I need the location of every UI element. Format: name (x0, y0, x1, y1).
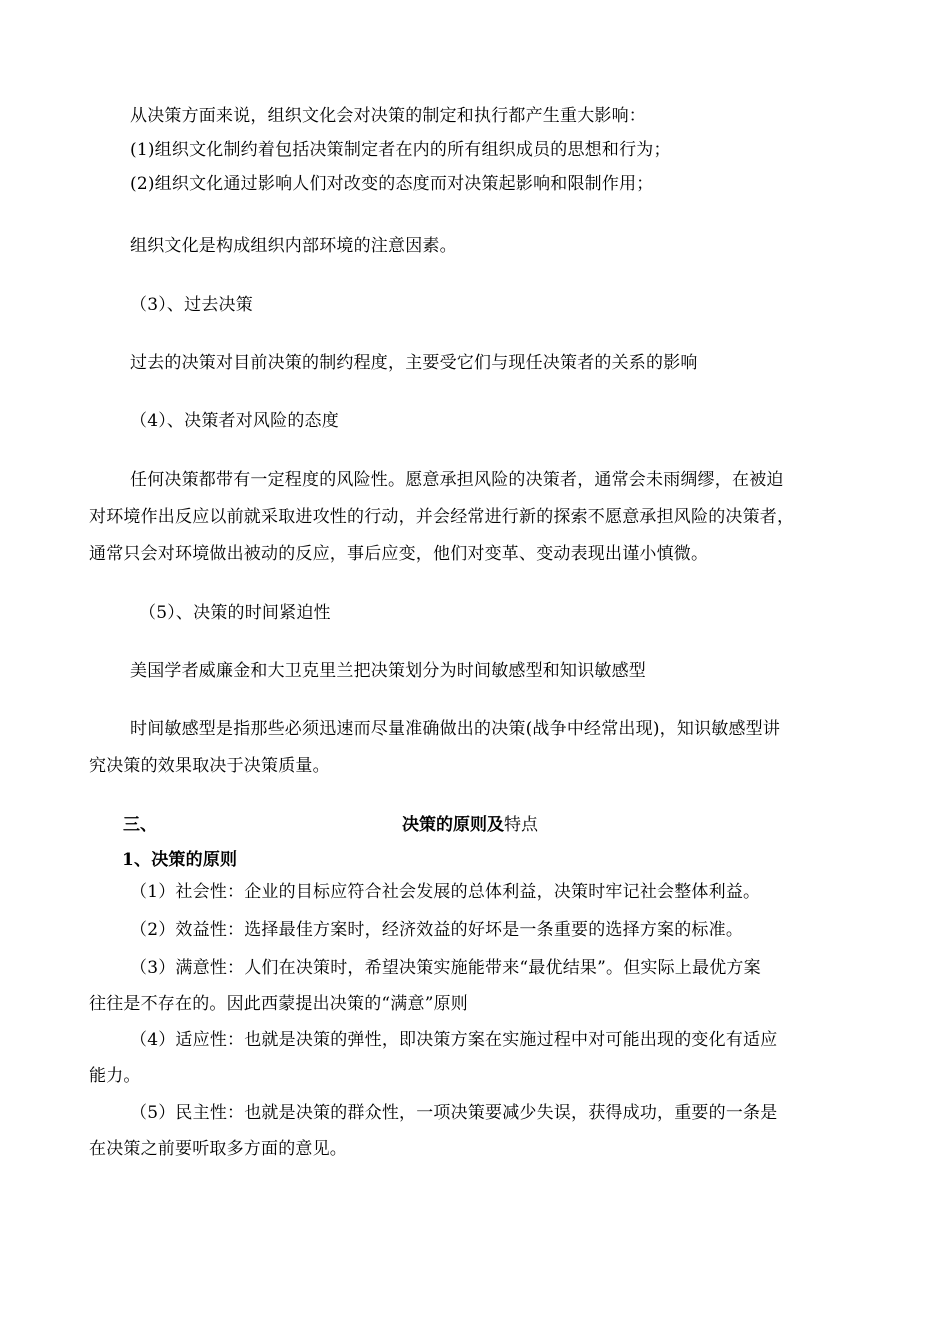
paragraph-risk-line-1: 任何决策都带有一定程度的风险性。愿意承担风险的决策者，通常会未雨绸缪，在被迫 (130, 470, 784, 490)
principle-item-democracy-line-1: （5）民主性：也就是决策的群众性，一项决策要减少失误，获得成功，重要的一条是 (130, 1103, 778, 1123)
paragraph-culture-point-1: (1)组织文化制约着包括决策制定者在内的所有组织成员的思想和行为； (130, 140, 671, 160)
principle-item-social: （1）社会性：企业的目标应符合社会发展的总体利益，决策时牢记社会整体利益。 (130, 882, 761, 902)
principle-item-adaptability-line-2: 能力。 (89, 1066, 141, 1086)
principle-item-benefit: （2）效益性：选择最佳方案时，经济效益的好坏是一条重要的选择方案的标准。 (130, 920, 744, 940)
principle-item-satisfaction-line-1: （3）满意性：人们在决策时，希望决策实施能带来“最优结果”。但实际上最优方案 (130, 958, 761, 978)
section-title-normal: 特点 (504, 815, 538, 835)
principle-item-democracy-line-2: 在决策之前要听取多方面的意见。 (89, 1139, 347, 1159)
paragraph-time-types: 美国学者威廉金和大卫克里兰把决策划分为时间敏感型和知识敏感型 (130, 661, 646, 681)
section-title-bold: 决策的原则及 (402, 815, 504, 835)
paragraph-risk-line-3: 通常只会对环境做出被动的反应，事后应变，他们对变革、变动表现出谨小慎微。 (89, 544, 709, 564)
paragraph-time-sensitive-line-2: 究决策的效果取决于决策质量。 (89, 756, 330, 776)
paragraph-culture-summary: 组织文化是构成组织内部环境的注意因素。 (130, 236, 457, 256)
paragraph-culture-point-2: (2)组织文化通过影响人们对改变的态度而对决策起影响和限制作用； (130, 174, 654, 194)
section-title (402, 815, 538, 835)
heading-risk-attitude: （4）、决策者对风险的态度 (130, 411, 339, 431)
section-number: 三、 (123, 815, 157, 835)
subheading-principles: 1、决策的原则 (122, 850, 238, 870)
paragraph-culture-intro: 从决策方面来说，组织文化会对决策的制定和执行都产生重大影响： (130, 106, 646, 126)
heading-time-urgency: （5）、决策的时间紧迫性 (139, 603, 331, 623)
principle-item-satisfaction-line-2: 往往是不存在的。因此西蒙提出决策的“满意”原则 (89, 994, 468, 1014)
principle-item-adaptability-line-1: （4）适应性：也就是决策的弹性，即决策方案在实施过程中对可能出现的变化有适应 (130, 1030, 778, 1050)
paragraph-past-decisions: 过去的决策对目前决策的制约程度，主要受它们与现任决策者的关系的影响 (130, 353, 698, 373)
heading-past-decisions: （3）、过去决策 (130, 295, 253, 315)
paragraph-risk-line-2: 对环境作出反应以前就采取进攻性的行动，并会经常进行新的探索不愿意承担风险的决策者， (89, 507, 795, 527)
paragraph-time-sensitive-line-1: 时间敏感型是指那些必须迅速而尽量准确做出的决策(战争中经常出现)，知识敏感型讲 (130, 719, 781, 739)
